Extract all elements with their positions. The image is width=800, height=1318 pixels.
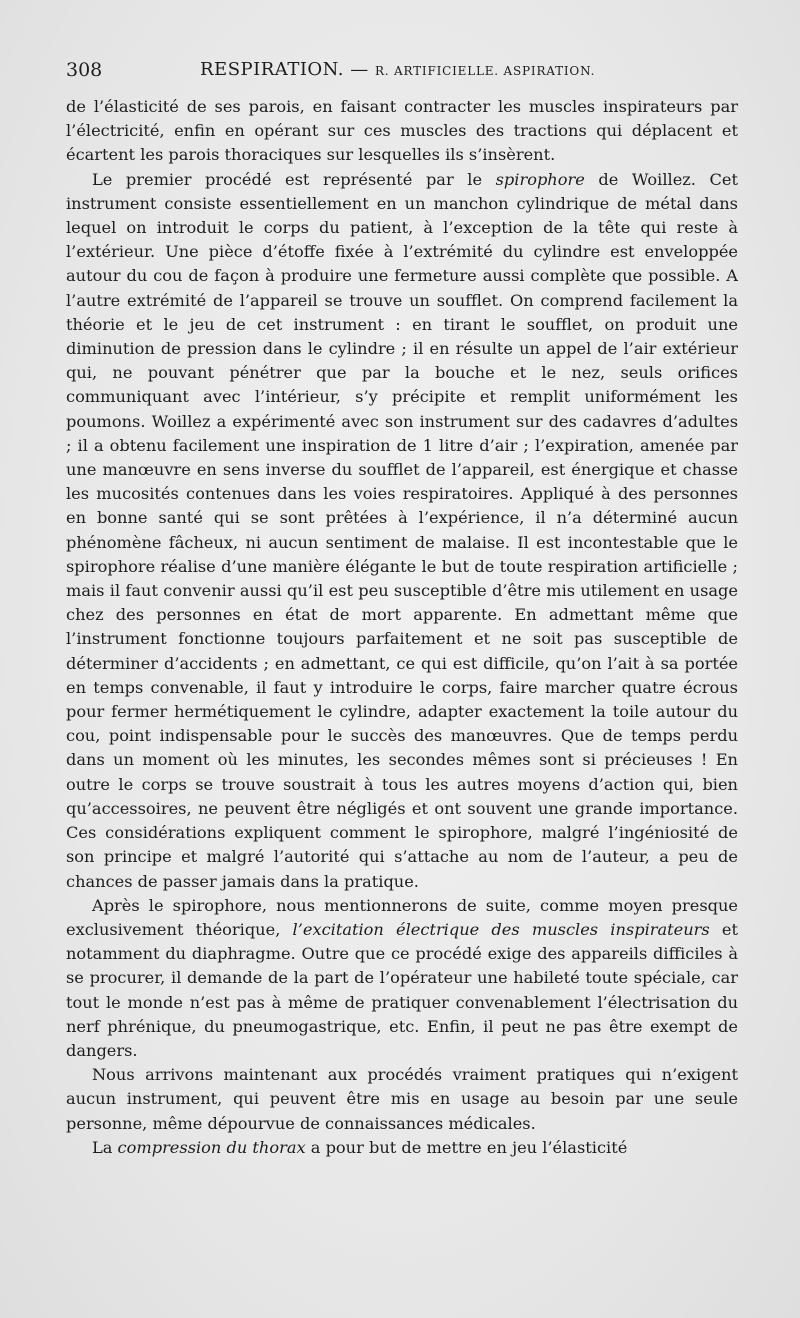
running-head-title: RESPIRATION. — [200, 59, 345, 80]
paragraph — [66, 1136, 738, 1160]
text-run: a pour but de mettre en jeu l’élasticité — [305, 1137, 628, 1157]
paragraph — [66, 894, 738, 1063]
text-run: et notamment du diaphragme. Outre que ce procédé exige des appareils difficiles à se procurer, il demande de la part de l’opérateur une habileté toute spéciale, car tout le monde n’est pas à même de pratiquer convenablement l’électrisation du nerf phrénique, du pneumogastrique, etc. Enfin, il peut ne pas être exempt de dangers. — [66, 919, 738, 1060]
paragraph — [66, 1063, 738, 1136]
running-head — [200, 59, 595, 80]
text-run: de Woillez. Cet instrument consiste essentiellement en un manchon cylindrique de métal dans lequel on introduit le corps du patient, à l’exception de la tête qui reste à l’extérieur. Une pièce d’étoffe fixée à l’extrémité du cylindre est enveloppée autour du cou de façon à produire une fermeture aussi complète que possible. A l’autre extrémité de l’appareil se trouve un soufflet. On comprend facilement la théorie et le jeu de cet instrument : en tirant le soufflet, on produit une diminution de pression dans le cylindre ; il en résulte un appel de l’air extérieur qui, ne pouvant pénétrer que par la bouche et le nez, seuls orifices communiquant avec l’intérieur, s’y précipite et remplit uniformément les poumons. Woillez a expérimenté avec son instrument sur des cadavres d’adultes ; il a obtenu facilement une inspiration de 1 litre d’air ; l’expiration, amenée par une manœuvre en sens inverse du soufflet de l’appareil, est énergique et chasse les mucosités contenues dans les voies respiratoires. Appliqué à des personnes en bonne santé qui se sont prêtées à l’expérience, il n’a déterminé aucun phénomène fâcheux, ni aucun sentiment de malaise. Il est incontestable que le spirophore réalise d’une manière élégante le but de toute respiration artificielle ; mais il faut convenir aussi qu’il est peu susceptible d’être mis utilement en usage chez des personnes en état de mort apparente. En admettant même que l’instrument fonctionne toujours parfaitement et ne soit pas susceptible de déterminer d’accidents ; en admettant, ce qui est difficile, qu’on l’ait à sa portée en temps convenable, il faut y introduire le corps, faire marcher quatre écrous pour fermer hermétiquement le cylindre, adapter exactement la toile autour du cou, point indispensable pour le succès des manœuvres. Que de temps perdu dans un moment où les minutes, les secondes mêmes sont si précieuses ! En outre le corps se trouve soustrait à tous les autres moyens d’action qui, bien qu’accessoires, ne peuvent être négligés et ont souvent une grande importance. Ces considérations expliquent comment le spirophore, malgré l’ingéniosité de son principe et malgré l’autorité qui s’attache au nom de l’auteur, a peu de chances de passer jamais dans la pratique. — [66, 169, 738, 891]
text-run: Après le spirophore, nous mentionnerons de suite, comme moyen presque exclusivement théorique, — [66, 895, 738, 939]
text-run: Nous arrivons maintenant aux procédés vraiment pratiques qui n’exigent aucun instrument, qui peuvent être mis en usage au besoin par une seule personne, même dépourvue de connaissances médicales. — [66, 1065, 738, 1133]
page-number: 308 — [66, 59, 103, 81]
running-head-dash: — — [344, 59, 375, 80]
paragraph — [66, 168, 738, 894]
running-head-subtitle: R. ARTIFICIELLE. ASPIRATION. — [374, 64, 596, 78]
italic-term: spirophore — [495, 169, 585, 189]
paragraph — [66, 95, 738, 168]
page-header — [66, 56, 738, 86]
body-text — [66, 95, 738, 1160]
italic-term: compression du thorax — [117, 1137, 306, 1157]
italic-term: l’excitation électrique des muscles inspirateurs — [292, 919, 710, 939]
text-run: de l’élasticité de ses parois, en faisant contracter les muscles inspirateurs par l’électricité, enfin en opérant sur ces muscles des tractions qui déplacent et écartent les parois thoraciques sur lesquelles ils s’insèrent. — [66, 97, 738, 165]
text-run: La — [92, 1137, 118, 1157]
text-run: Le premier procédé est représenté par le — [92, 169, 496, 189]
